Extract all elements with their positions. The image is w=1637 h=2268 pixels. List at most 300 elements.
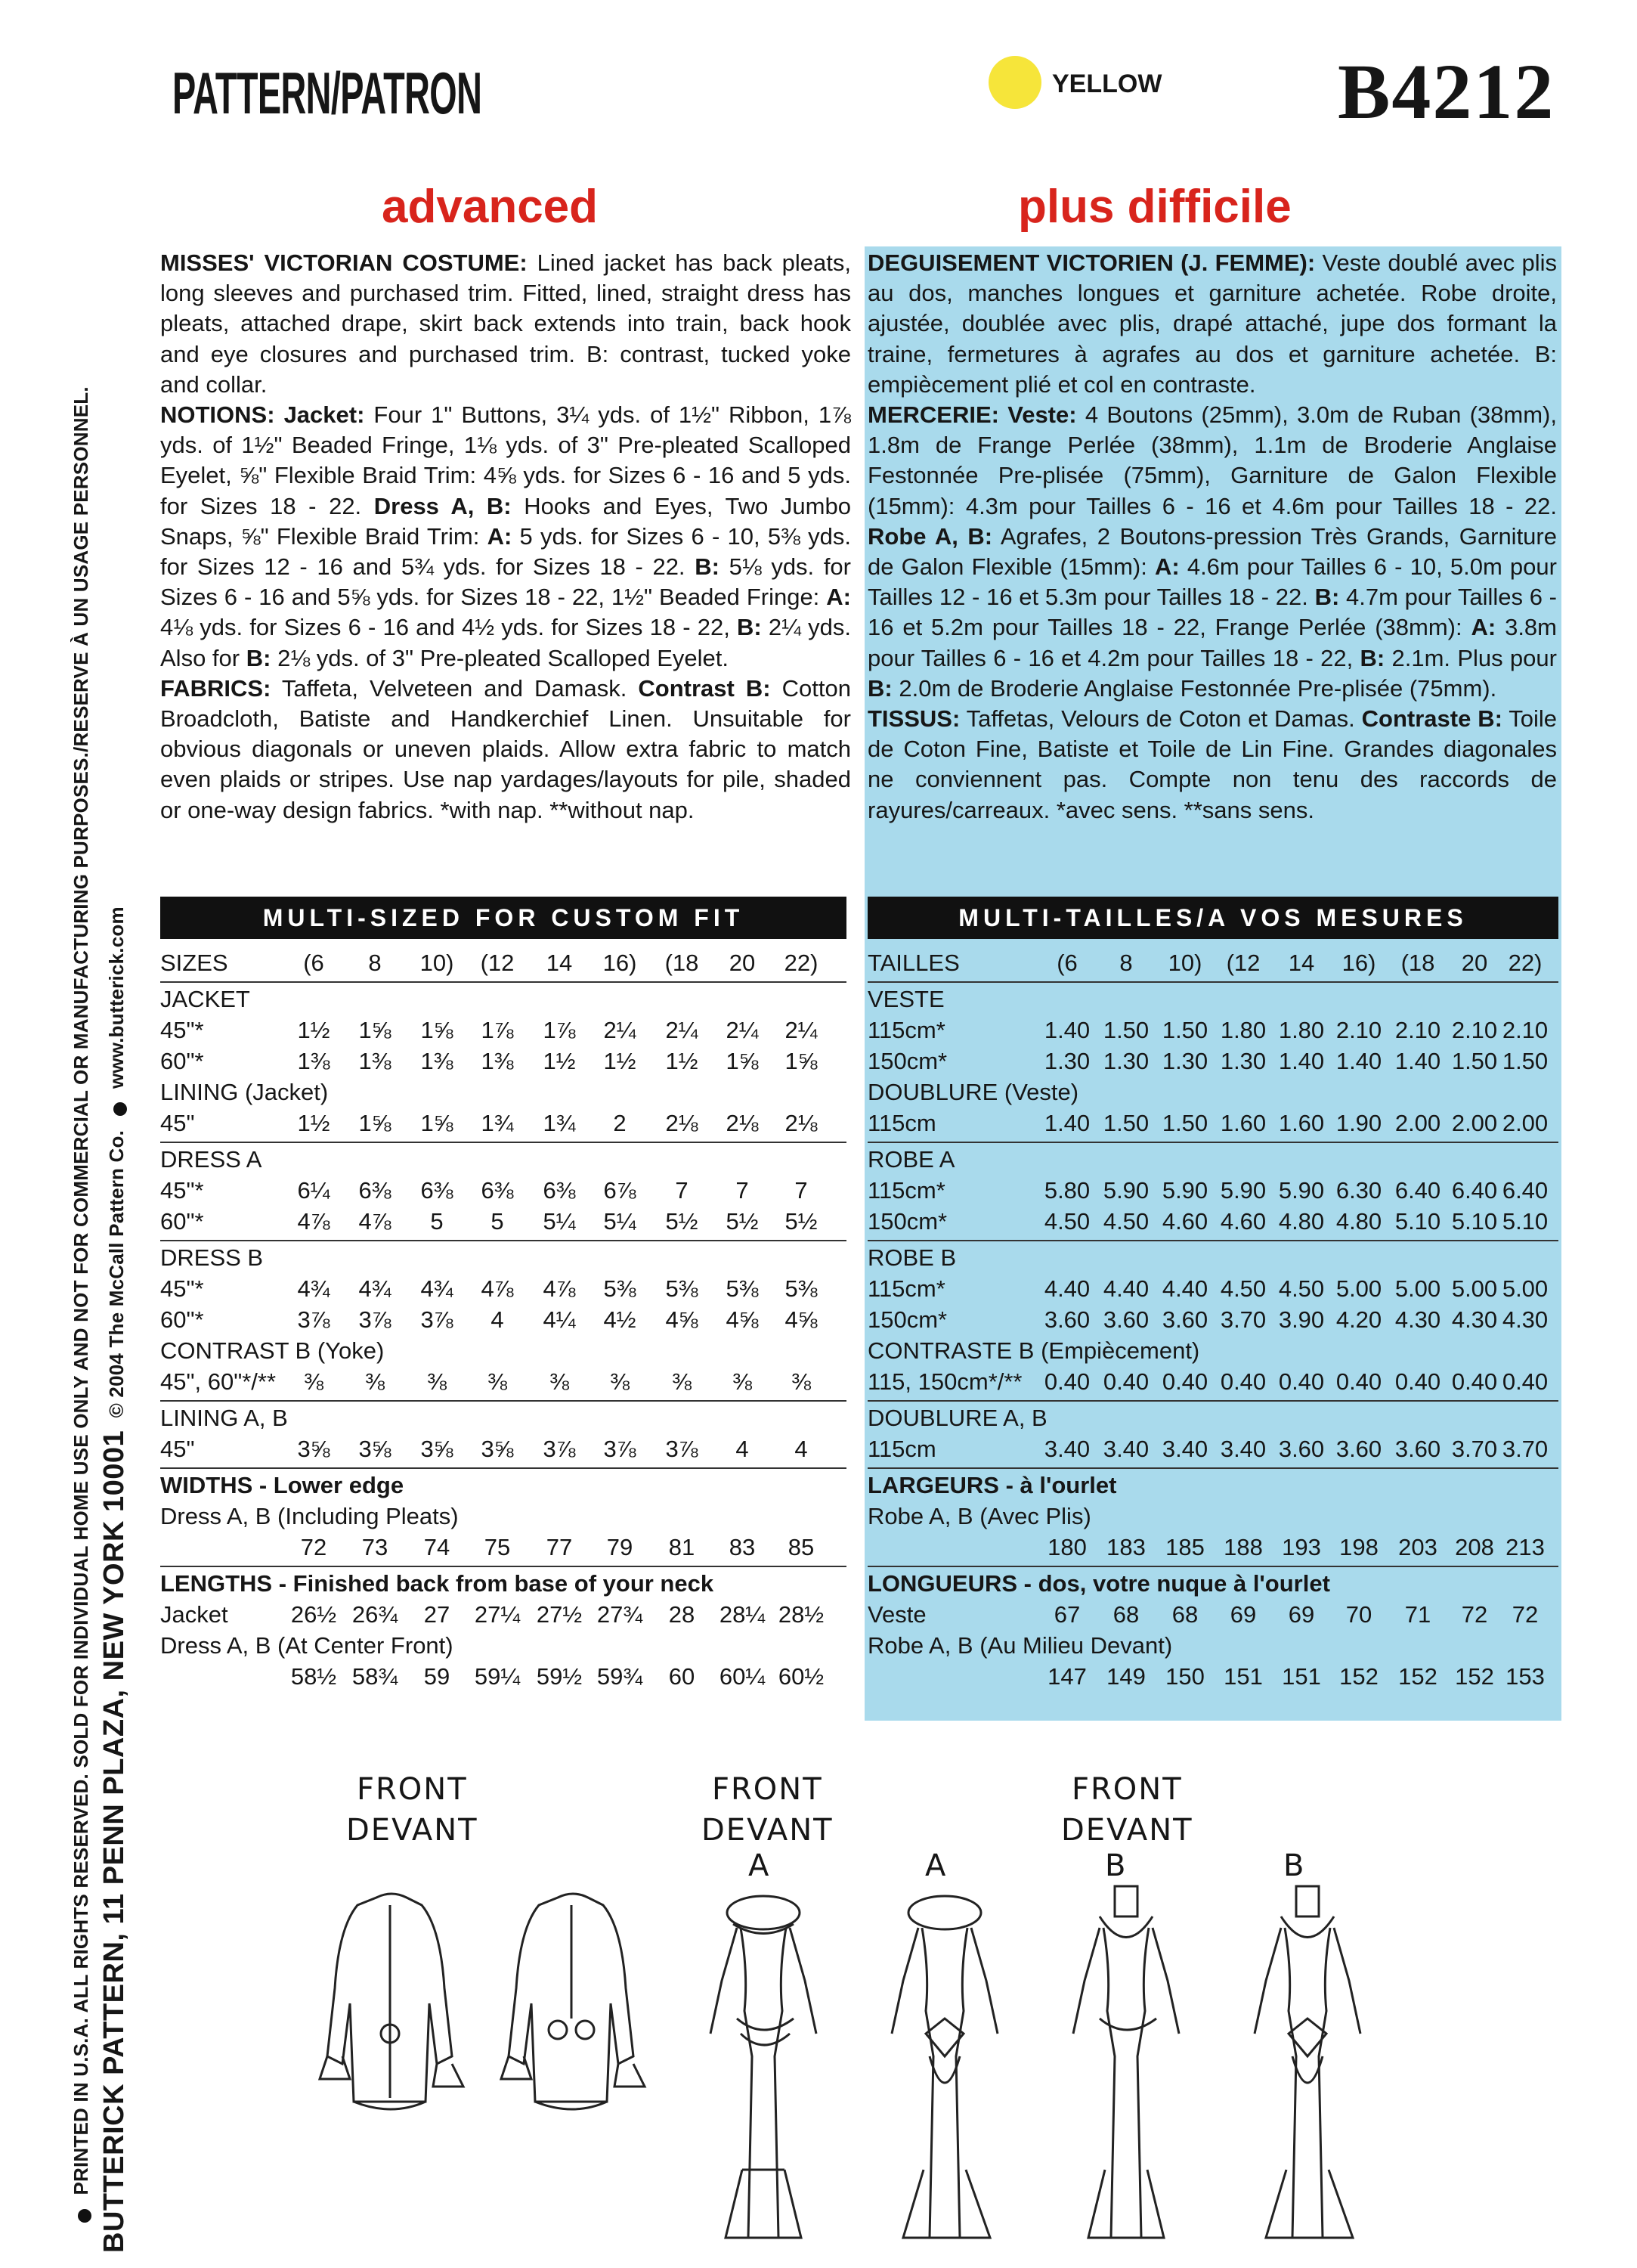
table-cell: 1.60 [1220,1110,1267,1136]
notions-title: NOTIONS: [160,401,275,429]
front-label: FRONT [1071,1772,1183,1807]
sizes-label: TAILLES [868,950,960,976]
table-cell: 67 [1054,1601,1081,1628]
description-title: MISSES' VICTORIAN COSTUME: [160,249,528,276]
description-text: Lined jacket has back pleats, long sleeves and purchased trim. Fitted, lined, straight dress has pleats, attached drape, skirt back extends into train, back hook and eye closures and purchased trim. B: contrast, tucked yoke and collar. [160,249,851,398]
table-cell: 6¼ [297,1177,330,1204]
table-cell: 8 [368,950,382,976]
table-cell: 3⅝ [481,1436,514,1462]
website-link[interactable]: www.butterick.com [105,906,128,1089]
table-cell: (12 [1226,950,1261,976]
table-cell: 188 [1224,1534,1263,1560]
table-cell: 4⅞ [543,1275,576,1302]
table-cell: 74 [423,1534,450,1560]
table-cell: 10) [419,950,454,976]
table-cell: 1⅝ [420,1110,453,1136]
notions-a-text: 4.6m pour Tailles 6 - 10, 5.0m pour Tailles 12 - 16 et 5.3m pour Tailles 18 - 22. [868,553,1557,611]
notions-a2-label: A: [1471,614,1496,641]
widths-sub [868,1503,1558,1533]
table-cell: 4¾ [297,1275,330,1302]
lengths-dress-label-row [868,1632,1558,1662]
table-cell: 20 [1461,950,1488,976]
table-cell: 1.30 [1103,1048,1150,1074]
table-cell: 3⅞ [665,1436,698,1462]
table-divider [868,1400,1558,1402]
table-cell: 4.50 [1044,1208,1091,1235]
table-cell: ⅜ [365,1368,385,1395]
view-a-back-letter: A [925,1848,946,1883]
table-cell: 0.40 [1162,1368,1208,1395]
dress-b-front-drawing-icon [1043,1882,1239,2260]
table-cell: 2.10 [1451,1017,1498,1043]
table-section-label [160,1405,846,1435]
dress-a-front-drawing-icon [680,1882,892,2260]
table-cell: 71 [1404,1601,1431,1628]
table-cell: 0.40 [1394,1368,1441,1395]
description-text: Veste doublé avec plis au dos, manches longues et garniture achetée. Robe droite, ajustée, doublée avec plis, drapé attaché, jupe dos formant la traine, fermetures à agrafes au dos et garniture achetée. B: empiècement plié et col en contraste. [868,249,1557,398]
lengths-dress-label-row [160,1632,846,1662]
table-cell: 6⅞ [603,1177,636,1204]
table-cell: 1.30 [1162,1048,1208,1074]
table-cell: 2⅛ [784,1110,818,1136]
lengths-jacket-label: Veste [868,1601,927,1628]
table-cell: 6⅜ [420,1177,453,1204]
table-cell: 1.50 [1103,1110,1150,1136]
table-cell: 4.40 [1103,1275,1150,1302]
row-label: DRESS A [160,1146,262,1173]
table-cell: 4⅝ [784,1306,818,1333]
lengths-dress-row [868,1663,1558,1693]
table-cell: 4.20 [1335,1306,1382,1333]
row-label: 60"* [160,1208,204,1235]
widths-values-row [160,1534,846,1564]
table-cell: 3.60 [1335,1436,1382,1462]
table-cell: 5.10 [1451,1208,1498,1235]
dress-b-back-drawing-icon [1224,1882,1406,2260]
table-divider [868,1566,1558,1567]
row-label: JACKET [160,986,250,1012]
table-section-label [160,1146,846,1176]
table-cell: 1.50 [1103,1017,1150,1043]
color-swatch-icon [989,56,1041,109]
table-cell: 1⅜ [297,1048,330,1074]
table-cell: 150 [1165,1663,1205,1690]
table-cell: 58½ [290,1663,337,1690]
table-row [868,1436,1558,1466]
table-row [160,1208,846,1238]
notions-dress-label: Dress A, B: [373,492,512,519]
table-cell: 1.40 [1044,1110,1091,1136]
table-cell: 2.00 [1502,1110,1549,1136]
table-cell: 152 [1339,1663,1379,1690]
table-cell: 193 [1282,1534,1321,1560]
table-cell: 180 [1047,1534,1087,1560]
row-label: 60"* [160,1048,204,1074]
table-cell: 2.10 [1394,1017,1441,1043]
row-label: LINING (Jacket) [160,1079,329,1105]
sizes-row [868,950,1558,980]
row-label: 45" [160,1110,195,1136]
table-cell: 2 [613,1110,627,1136]
row-label: 150cm* [868,1048,948,1074]
devant-label: DEVANT [346,1813,478,1848]
table-cell: 70 [1345,1601,1372,1628]
table-cell: 77 [546,1534,573,1560]
table-cell: 59¼ [474,1663,521,1690]
lengths-heading [160,1570,846,1600]
table-cell: 5.90 [1162,1177,1208,1204]
table-cell: 1.40 [1278,1048,1325,1074]
fabrics-contrast-label: Contraste B: [1361,705,1502,733]
table-row [868,1275,1558,1306]
table-cell: 1⅝ [784,1048,818,1074]
table-cell: 4¼ [543,1306,576,1333]
widths-values-row [868,1534,1558,1564]
table-cell: 81 [668,1534,695,1560]
table-section-label [868,1337,1558,1368]
table-cell: 3⅞ [543,1436,576,1462]
table-cell: 7 [794,1177,808,1204]
table-cell: 3.70 [1451,1436,1498,1462]
notions-b3-text: 2⅛ yds. of 3" Pre-pleated Scalloped Eyelet. [277,644,729,671]
dress-a-back-drawing-icon [862,1882,1043,2260]
row-label: LINING A, B [160,1405,288,1431]
table-cell: 59¾ [596,1663,643,1690]
table-section-label [868,1146,1558,1176]
table-cell: 59½ [536,1663,583,1690]
table-cell: 1⅝ [726,1048,759,1074]
table-cell: 4⅝ [665,1306,698,1333]
table-cell: 16) [602,950,637,976]
notions-jacket-text: 4 Boutons (25mm), 3.0m de Ruban (38mm), 1.8m de Frange Perlée (38mm), 1.1m de Broderie Anglaise Festonnée Pre-plisée (75mm), Garniture de Galon Flexible (15mm): 4.3m pour Tailles 6 - 16 et 4.6m pour Tailles 18 - 22. [868,401,1557,519]
color-label: YELLOW [1052,70,1162,98]
table-cell: 20 [729,950,756,976]
lengths-jacket-row [868,1601,1558,1631]
widths-heading [868,1472,1558,1502]
notions-a2-label: A: [826,584,851,611]
table-cell: 5¼ [603,1208,636,1235]
notions-dress-label: Robe A, B: [868,522,993,550]
table-cell: 8 [1119,950,1133,976]
table-cell: 4.30 [1451,1306,1498,1333]
widths-label: LARGEURS - à l'ourlet [868,1472,1117,1498]
table-cell: 4.40 [1162,1275,1208,1302]
table-row [160,1048,846,1078]
view-a-front-letter: A [748,1848,769,1883]
table-cell: 1.50 [1162,1110,1208,1136]
table-cell: 149 [1106,1663,1146,1690]
table-cell: 0.40 [1044,1368,1091,1395]
table-divider [160,1566,846,1567]
row-label: 45", 60"*/** [160,1368,277,1395]
row-label: 45" [160,1436,195,1462]
notions-b-text: 5⅛ yds. for Sizes 6 - 16 and 5⅝ yds. for Sizes 18 - 22, 1½" Beaded Fringe: [160,553,851,611]
table-cell: 3.40 [1220,1436,1267,1462]
notions-b3-text: 2.0m de Broderie Anglaise Festonnée Pre-plisée (75mm). [899,674,1497,702]
table-cell: 26¾ [351,1601,398,1628]
table-cell: 1⅜ [358,1048,391,1074]
table-section-label [868,1079,1558,1109]
row-label: 115cm [868,1436,936,1462]
table-cell: 6.40 [1502,1177,1549,1204]
table-cell: 0.40 [1335,1368,1382,1395]
figure-label-jacket [346,1769,478,1851]
table-cell: 2.10 [1335,1017,1382,1043]
lengths-label: LENGTHS - Finished back from base of your neck [160,1570,714,1597]
table-cell: ⅜ [427,1368,447,1395]
table-section-label [868,986,1558,1016]
table-cell: 1.50 [1502,1048,1549,1074]
table-row [868,1368,1558,1399]
fabrics-title: TISSUS: [868,705,961,733]
table-cell: 1.90 [1335,1110,1382,1136]
table-cell: 1⅝ [358,1110,391,1136]
table-cell: 1⅜ [420,1048,453,1074]
table-row [868,1048,1558,1078]
row-label: ROBE B [868,1244,957,1271]
table-cell: 3⅞ [297,1306,330,1333]
table-cell: 59 [423,1663,450,1690]
table-cell: 14 [546,950,573,976]
table-cell: 4½ [603,1306,636,1333]
fabrics-contrast-text: Toile de Coton Fine, Batiste et Toile de Lin Fine. Grandes diagonales ne conviennent pas. Compte non tenu des raccords de rayures/carreaux. *avec sens. **sans sens. [868,705,1557,823]
table-cell: 2⅛ [665,1110,698,1136]
row-label: DOUBLURE (Veste) [868,1079,1079,1105]
row-label: 115cm* [868,1177,945,1204]
notions-b2-label: B: [736,614,762,641]
table-cell: 1⅝ [358,1017,391,1043]
table-cell: 3⅞ [420,1306,453,1333]
row-label: 150cm* [868,1208,948,1235]
table-cell: 1⅞ [481,1017,514,1043]
notions-jacket-label: Jacket: [283,401,365,429]
table-cell: 4.80 [1278,1208,1325,1235]
table-cell: 6.40 [1451,1177,1498,1204]
table-divider [160,981,846,983]
table-row [160,1177,846,1207]
table-cell: 22) [1508,950,1543,976]
table-row [868,1208,1558,1238]
table-cell: 5.90 [1220,1177,1267,1204]
table-cell: 4.30 [1394,1306,1441,1333]
table-cell: 185 [1165,1534,1205,1560]
table-cell: 152 [1455,1663,1494,1690]
table-cell: 68 [1171,1601,1199,1628]
table-cell: 3⅝ [358,1436,391,1462]
table-cell: 4 [490,1306,504,1333]
table-cell: 1½ [297,1017,330,1043]
table-cell: 1¾ [481,1110,514,1136]
row-label: 115cm* [868,1275,945,1302]
table-cell: 16) [1341,950,1376,976]
table-divider [868,1467,1558,1469]
table-cell: 5.00 [1502,1275,1549,1302]
table-divider [868,1142,1558,1143]
table-cell: 5⅜ [665,1275,698,1302]
table-cell: ⅜ [549,1368,569,1395]
notions-title: MERCERIE: [868,401,999,429]
table-row [868,1177,1558,1207]
side-legal-text [98,906,131,2253]
table-cell: (18 [664,950,699,976]
figure-label-dress-a [701,1769,834,1851]
table-cell: 1.40 [1044,1017,1091,1043]
table-cell: 72 [300,1534,327,1560]
table-cell: 1½ [665,1048,698,1074]
row-label: 150cm* [868,1306,948,1333]
figure-label-dress-b [1061,1769,1193,1851]
table-row [160,1110,846,1140]
english-description-block [160,248,851,826]
table-cell: 3.40 [1103,1436,1150,1462]
table-cell: 3.90 [1278,1306,1325,1333]
view-b-front-letter: B [1105,1848,1126,1883]
table-cell: 4.50 [1220,1275,1267,1302]
table-row [160,1436,846,1466]
side-legal-note [70,386,93,2223]
jacket-drawing-icon [308,1882,664,2155]
table-cell: 183 [1106,1534,1146,1560]
lengths-jacket-row [160,1601,846,1631]
table-section-label [868,1405,1558,1435]
table-cell: 4.50 [1103,1208,1150,1235]
table-cell: 5.00 [1451,1275,1498,1302]
legal-notice: PRINTED IN U.S.A. ALL RIGHTS RESERVED. SOLD FOR INDIVIDUAL HOME USE ONLY AND NOT FOR COMMERCIAL OR MANUFACTURING PURPOSES./RESERVE À UN USAGE PERSONNEL. [70,386,92,2195]
table-cell: ⅜ [610,1368,630,1395]
table-cell: 4¾ [420,1275,453,1302]
table-cell: 1½ [603,1048,636,1074]
table-cell: 4.60 [1220,1208,1267,1235]
table-cell: 198 [1339,1534,1379,1560]
row-label: 45"* [160,1017,204,1043]
table-cell: 2.00 [1451,1110,1498,1136]
copyright-line: © 2004 The McCall Pattern Co. [105,1129,128,1418]
table-cell: 1.50 [1162,1017,1208,1043]
difficulty-heading-en: advanced [382,181,599,233]
devant-label: DEVANT [701,1813,834,1848]
table-row [160,1017,846,1047]
table-cell: (6 [303,950,324,976]
table-cell: 6⅜ [543,1177,576,1204]
table-cell: 3⅞ [358,1306,391,1333]
table-cell: ⅜ [672,1368,692,1395]
table-cell: 5⅜ [784,1275,818,1302]
table-cell: 6.40 [1394,1177,1441,1204]
widths-sub-label: Dress A, B (Including Pleats) [160,1503,459,1529]
table-cell: 60¼ [719,1663,766,1690]
table-cell: 72 [1512,1601,1539,1628]
notions-b-label: B: [1314,584,1340,611]
table-cell: ⅜ [732,1368,752,1395]
row-label: ROBE A [868,1146,955,1173]
notions-a-label: A: [1154,553,1180,581]
table-section-label [868,1244,1558,1275]
row-label: 45"* [160,1275,204,1302]
table-cell: 4⅞ [481,1275,514,1302]
table-cell: 5.90 [1103,1177,1150,1204]
table-section-label [160,1079,846,1109]
notions-dress-text: Hooks and Eyes, Two Jumbo Snaps, ⅝" Flexible Braid Trim: [160,492,851,550]
table-cell: 1¾ [543,1110,576,1136]
notions-b3-label: B: [246,644,271,671]
table-cell: 4¾ [358,1275,391,1302]
pattern-number: B4212 [1338,48,1555,135]
table-cell: 3⅝ [297,1436,330,1462]
table-cell: 2¼ [726,1017,759,1043]
table-cell: 5⅜ [726,1275,759,1302]
table-divider [160,1240,846,1241]
table-cell: 147 [1047,1663,1087,1690]
row-label: DRESS B [160,1244,264,1271]
row-label: 60"* [160,1306,204,1333]
table-cell: 79 [606,1534,633,1560]
fabrics-contrast-text: Cotton Broadcloth, Batiste and Handkerchief Linen. Unsuitable for obvious diagonals or uneven plaids. Allow extra fabric to match even plaids or stripes. Use nap yardages/layouts for pile, shaded or one-way design fabrics. *with nap. **without nap. [160,674,851,823]
table-cell: 5.00 [1335,1275,1382,1302]
table-cell: 1⅝ [420,1017,453,1043]
size-chart-header-en: MULTI-SIZED FOR CUSTOM FIT [160,897,846,939]
front-label: FRONT [711,1772,823,1807]
table-cell: 6.30 [1335,1177,1382,1204]
table-cell: 4⅞ [358,1208,391,1235]
table-section-label [160,1244,846,1275]
table-divider [160,1142,846,1143]
table-cell: 1⅞ [543,1017,576,1043]
view-b-back-letter: B [1283,1848,1304,1883]
table-cell: 1.50 [1451,1048,1498,1074]
table-cell: 4 [794,1436,808,1462]
notions-b2-text: 2.1m. Plus pour [1391,644,1557,671]
lengths-dress-label: Dress A, B (At Center Front) [160,1632,453,1659]
notions-a2-text: 3.8m pour Tailles 6 - 16 et 4.2m pour Tailles 18 - 22, [868,614,1557,671]
table-cell: 3.40 [1044,1436,1091,1462]
table-cell: 0.40 [1278,1368,1325,1395]
table-row [868,1306,1558,1337]
table-cell: 4 [735,1436,749,1462]
fabrics-text: Taffeta, Velveteen and Damask. [281,674,627,702]
table-cell: 5.10 [1394,1208,1441,1235]
fabrics-text: Taffetas, Velours de Coton et Damas. [966,705,1355,733]
table-cell: 28¼ [719,1601,766,1628]
row-label: VESTE [868,986,945,1012]
pattern-label: PATTERN/PATRON [172,60,482,126]
row-label: CONTRASTE B (Empiècement) [868,1337,1200,1364]
table-cell: 151 [1282,1663,1321,1690]
front-label: FRONT [356,1772,468,1807]
table-cell: 68 [1112,1601,1140,1628]
notions-a2-text: 4⅛ yds. for Sizes 6 - 16 and 4½ yds. for Sizes 18 - 22, [160,614,730,641]
table-cell: 7 [675,1177,689,1204]
table-cell: 26½ [290,1601,337,1628]
table-cell: 3.70 [1502,1436,1549,1462]
table-cell: 5 [490,1208,504,1235]
table-cell: 2.10 [1502,1017,1549,1043]
table-cell: 27¾ [596,1601,643,1628]
table-cell: 2.00 [1394,1110,1441,1136]
table-cell: 3.60 [1162,1306,1208,1333]
table-cell: 4.30 [1502,1306,1549,1333]
row-label: CONTRAST B (Yoke) [160,1337,385,1364]
table-row [160,1368,846,1399]
bullet-icon [78,2209,91,2223]
table-cell: 27½ [536,1601,583,1628]
table-divider [868,1240,1558,1241]
table-cell: 3.60 [1278,1436,1325,1462]
table-cell: 1½ [297,1110,330,1136]
table-cell: (18 [1400,950,1435,976]
table-cell: 2⅛ [726,1110,759,1136]
row-label: 115cm [868,1110,936,1136]
notions-b2-label: B: [1360,644,1385,671]
